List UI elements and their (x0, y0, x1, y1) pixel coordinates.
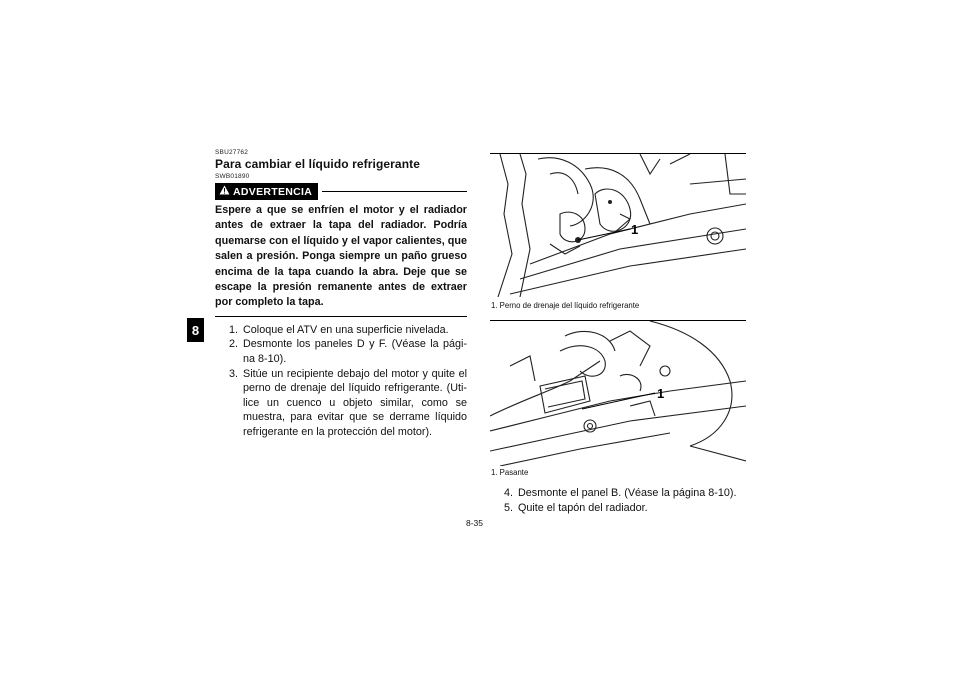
figure-drain-bolt (490, 153, 746, 297)
list-item (490, 486, 760, 501)
figure-callout: 1 (631, 222, 639, 237)
list-item (215, 367, 467, 440)
step-number: 1. (228, 323, 238, 336)
step-text: Desmonte el panel B. (Véase la página 8-10). (518, 487, 737, 499)
steps-list (215, 323, 467, 440)
warning-label: ADVERTENCIA (233, 185, 313, 198)
step-text: Desmonte los paneles D y F. (Véase la pági-na 8-10). (243, 338, 467, 366)
chapter-tab: 8 (187, 318, 204, 342)
page-number: 8-35 (466, 518, 484, 528)
figure-pasante (490, 320, 746, 466)
warning-code: SWB01890 (215, 173, 250, 180)
step-number: 5. (503, 501, 513, 514)
step-number: 3. (228, 367, 238, 380)
warning-text: Espere a que se enfríen el motor y el radiador antes de extraer la tapa del radiador. Podría quemarse con el líquido y el vapor calientes, que salen a presión. Ponga siempre un paño grueso encima de la tapa cuando la abra. Deje que se escape la presión remanente antes de extraer por completo la tapa. (215, 203, 467, 317)
steps-list-continued (490, 486, 760, 515)
drain-bolt-illustration (490, 154, 746, 297)
step-text: Quite el tapón del radiador. (518, 501, 648, 514)
warning-triangle-icon (219, 185, 230, 198)
list-item (490, 501, 760, 516)
section-code: SBU27762 (215, 149, 249, 156)
warning-header (215, 183, 467, 200)
figure-caption: 1. Perno de drenaje del líquido refrigerante (491, 301, 640, 310)
warning-rule (322, 191, 467, 192)
step-number: 2. (228, 338, 238, 351)
left-column (215, 149, 467, 440)
figure-caption: 1. Pasante (491, 468, 529, 477)
step-number: 4. (503, 487, 513, 499)
list-item (215, 323, 467, 338)
warning-badge (215, 183, 318, 200)
figure-callout: 1 (657, 386, 665, 401)
section-title: Para cambiar el líquido refrigerante (215, 157, 421, 171)
step-text: Sitúe un recipiente debajo del motor y quite el perno de drenaje del líquido refrigerante. (Uti-lice un cuenco u objeto similar, como se muestra, para evitar que se derrame líquido refrigerante en la protección del motor). (243, 367, 467, 438)
right-steps (490, 486, 760, 515)
pasante-illustration (490, 321, 746, 466)
list-item (215, 337, 467, 366)
step-text: Coloque el ATV en una superficie nivelada. (243, 323, 449, 336)
